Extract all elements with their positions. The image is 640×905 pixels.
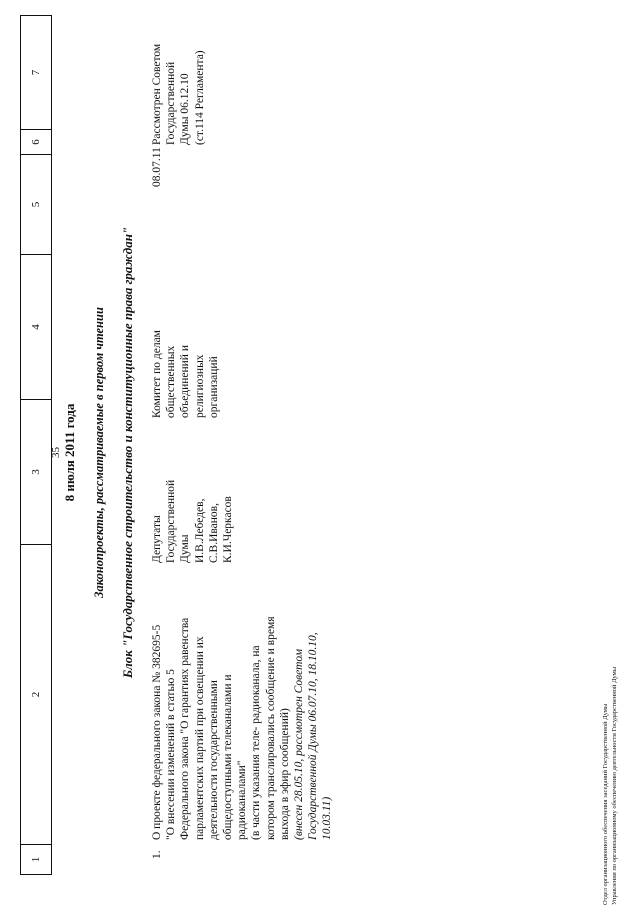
author-line: Государственной bbox=[165, 479, 178, 563]
column-number-6: 6 bbox=[21, 129, 51, 154]
footer-line: Управления по организационному обеспечению деятельности Государственной Думы bbox=[610, 666, 618, 905]
note-line: Государственной bbox=[165, 61, 178, 145]
row-committee bbox=[150, 288, 221, 418]
description-line: "О внесении изменений в статью 5 bbox=[165, 669, 178, 840]
row-note bbox=[150, 15, 207, 145]
committee-line: организаций bbox=[207, 356, 220, 418]
column-number-1: 1 bbox=[21, 844, 51, 874]
introduced-line: 10.03.11) bbox=[321, 796, 334, 840]
author-line: Думы bbox=[179, 534, 192, 563]
footer bbox=[602, 405, 619, 905]
introduced-line: (внесен 28.05.10, рассмотрен Советом bbox=[293, 648, 306, 840]
description-line: (в части указания теле- радиоканала, на bbox=[250, 645, 263, 840]
column-number-7: 7 bbox=[30, 69, 42, 76]
note-line: (ст.114 Регламента) bbox=[193, 50, 206, 145]
section-title: Законопроекты, рассматриваемые в первом чтении bbox=[92, 307, 106, 598]
description-line: радиоканалами" bbox=[236, 760, 249, 840]
note-line: Рассмотрен Советом bbox=[151, 43, 163, 145]
description-line: котором транслировались сообщение и время bbox=[264, 616, 277, 840]
description-line: общедоступными телеканалами и bbox=[222, 674, 235, 840]
page-number: 35 bbox=[50, 447, 62, 458]
committee-line: Комитет по делам bbox=[151, 330, 163, 418]
column-number-header bbox=[20, 15, 52, 875]
column-number-3: 3 bbox=[21, 399, 51, 544]
row-description bbox=[150, 575, 335, 840]
committee-line: религиозных bbox=[193, 354, 206, 418]
description-line: О проекте федерального закона № 382695-5 bbox=[151, 624, 163, 840]
description-line: Федерального закона "О гарантиях равенства bbox=[179, 617, 192, 840]
introduced-line: Государственной Думы 06.07.10, 18.10.10, bbox=[307, 632, 320, 840]
column-number-5: 5 bbox=[21, 154, 51, 254]
committee-line: общественных bbox=[165, 345, 178, 418]
author-line: К.И.Черкасов bbox=[222, 496, 235, 563]
row-authors bbox=[150, 433, 235, 563]
description-line: деятельности государственными bbox=[207, 680, 220, 840]
committee-line: объединений и bbox=[179, 345, 192, 418]
meeting-date: 8 июля 2011 года bbox=[62, 403, 77, 502]
footer-line: Отдел организационного обеспечения заседаний Государственной Думы bbox=[602, 703, 609, 905]
author-line: И.В.Лебедев, bbox=[193, 498, 206, 563]
note-line: Думы 06.12.10 bbox=[179, 73, 192, 145]
block-title: Блок "Государственное строительство и конституционные права граждан" bbox=[120, 226, 135, 679]
row-date: 08.07.11 bbox=[151, 147, 163, 187]
row-number: 1. bbox=[151, 850, 163, 859]
author-line: С.В.Иванов, bbox=[207, 503, 220, 563]
description-line: выхода в эфир сообщений) bbox=[278, 708, 291, 840]
author-line: Депутаты bbox=[151, 515, 163, 563]
description-line: парламентских партий при освещении их bbox=[193, 636, 206, 840]
column-number-2: 2 bbox=[21, 544, 51, 844]
column-number-4: 4 bbox=[21, 254, 51, 399]
